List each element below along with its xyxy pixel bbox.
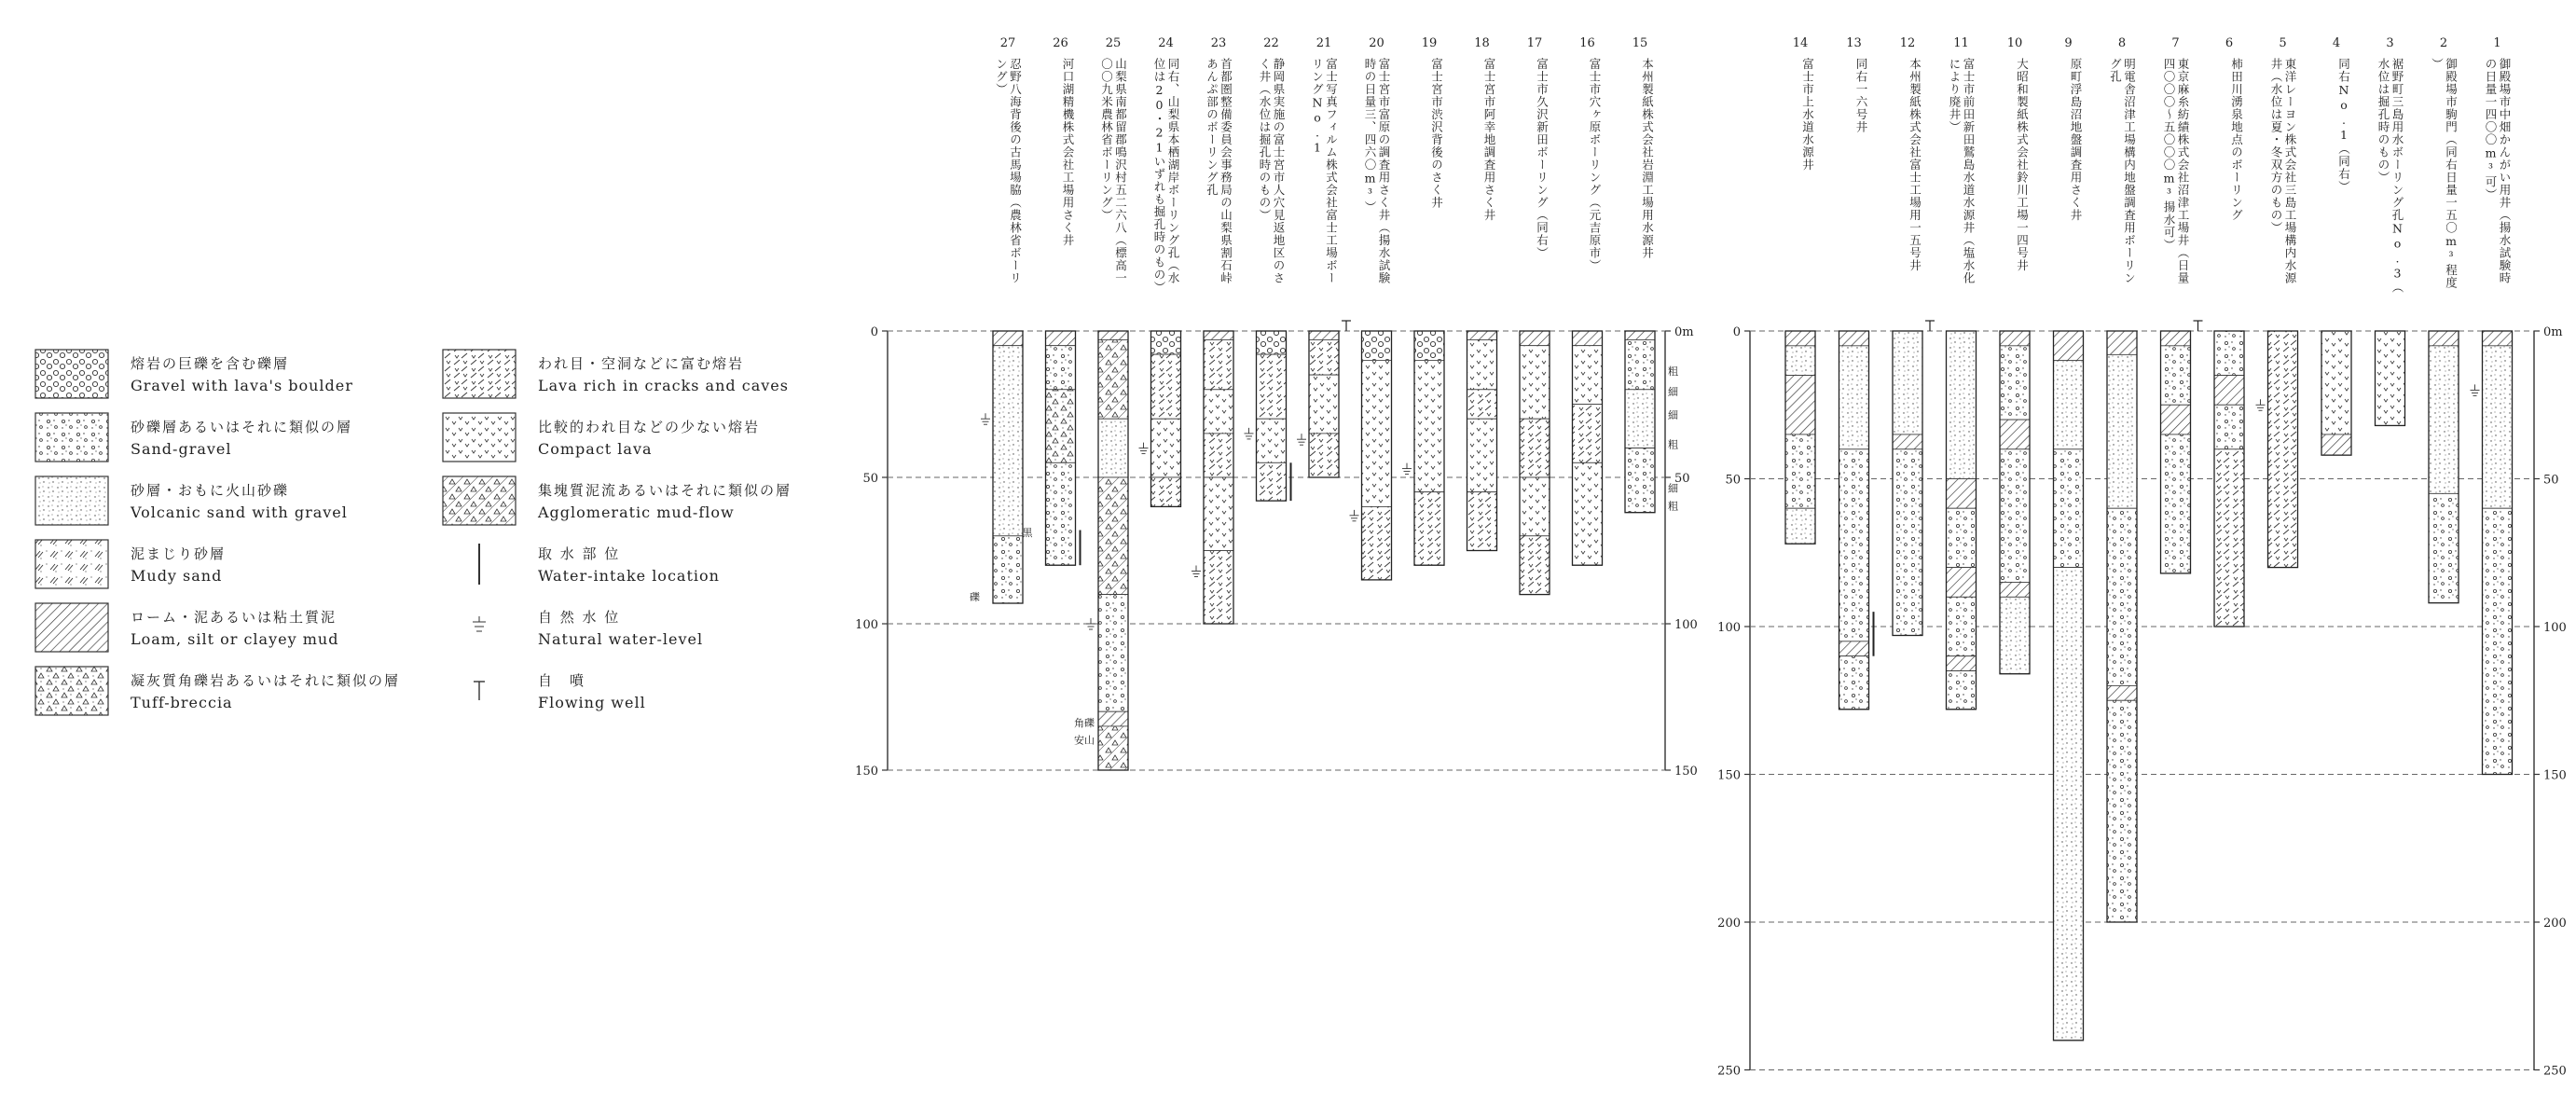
boring-column-26 xyxy=(1023,36,1081,565)
column-number: 12 xyxy=(1899,36,1916,50)
column-number: 19 xyxy=(1421,36,1438,50)
depth-tick-label: 100 xyxy=(1717,621,1741,635)
legend-label-en: Volcanic sand with gravel xyxy=(131,503,348,521)
panel-right xyxy=(1717,36,2567,1079)
boring-column-20 xyxy=(1350,36,1392,580)
layer-tb xyxy=(1046,390,1076,463)
legend-item-flowing-well xyxy=(474,672,646,711)
layer-vs xyxy=(993,346,1023,536)
legend-label-jp: 泥まじり砂層 xyxy=(131,545,227,562)
boring-column-19 xyxy=(1402,36,1444,565)
boring-column-18 xyxy=(1467,36,1497,551)
layer-sg xyxy=(2214,331,2244,376)
layer-cl xyxy=(1204,390,1233,434)
column-number: 1 xyxy=(2493,36,2501,50)
column-number: 4 xyxy=(2332,36,2341,50)
column-number: 14 xyxy=(1792,36,1809,50)
column-number: 24 xyxy=(1158,36,1174,50)
legend-swatch-gravel-boulder xyxy=(35,350,108,398)
layer-lo xyxy=(2000,420,2030,449)
boring-column-5 xyxy=(2256,36,2298,568)
column-number: 6 xyxy=(2225,36,2234,50)
column-label: く井（水位は掘孔時のもの） xyxy=(1258,58,1272,222)
layer-sg xyxy=(2161,434,2191,573)
column-note: 細 xyxy=(1668,386,1678,399)
layer-sg xyxy=(2054,449,2084,568)
boring-column-8 xyxy=(2107,36,2137,922)
layer-lo xyxy=(1947,479,1977,509)
boring-column-10 xyxy=(2000,36,2030,674)
layer-lc xyxy=(1151,354,1181,419)
column-label: 御殿場市駒門（同右日量一五〇m³程度 xyxy=(2444,58,2459,289)
column-label: 大昭和製紙株式会社鈴川工場一四号井 xyxy=(2015,58,2030,272)
column-label: 原町浮島沼地盤調査用さく井 xyxy=(2069,58,2083,222)
column-label: 同右一六号井 xyxy=(1854,58,1868,133)
column-label: 明電舎沼津工場構内地盤調査用ボーリン xyxy=(2122,58,2137,284)
column-label: の日量一四〇〇m³可） xyxy=(2484,58,2498,201)
depth-tick-label: 100 xyxy=(1674,618,1698,632)
legend-label-en: Flowing well xyxy=(538,694,646,711)
layer-lo xyxy=(2429,331,2459,346)
layer-sg xyxy=(1839,449,1869,641)
layer-lo xyxy=(1309,331,1339,339)
layer-vs xyxy=(1625,390,1655,448)
layer-lo xyxy=(2107,331,2137,354)
column-label: 河口湖精機株式会社工場用さく井 xyxy=(1061,58,1075,247)
layer-cl xyxy=(1309,375,1339,434)
column-label: 首都圏整備委員会事務局の山梨県割石峠 xyxy=(1219,58,1233,284)
layer-vs xyxy=(2107,354,2137,508)
layer-sg xyxy=(1839,656,1869,710)
legend-swatch-tuff xyxy=(35,667,108,715)
legend-label-en: Water-intake location xyxy=(538,567,720,585)
column-number: 2 xyxy=(2439,36,2448,50)
legend-item-lava-cracks xyxy=(443,350,789,398)
column-label: 富士市前田新田鷲島水道水源井（塩水化 xyxy=(1962,58,1976,284)
layer-sg xyxy=(2429,493,2459,602)
column-label: により廃井） xyxy=(1948,58,1962,133)
legend-item-agglomeratic xyxy=(443,476,792,525)
layer-sg xyxy=(1785,434,1815,508)
legend-label-en: Compact lava xyxy=(538,440,653,458)
column-label: 富士市久沢新田ボーリング（同右） xyxy=(1535,58,1550,259)
legend-swatch-lava-cracks xyxy=(443,350,516,398)
legend-label-jp: 比較的われ目などの少ない熔岩 xyxy=(538,419,761,435)
layer-am xyxy=(1098,339,1128,419)
column-label: 静岡県実施の富士宮市人穴見返地区のさ xyxy=(1272,58,1286,284)
layer-vs xyxy=(2429,346,2459,493)
column-label: リングNo.1 xyxy=(1310,58,1325,156)
column-number: 22 xyxy=(1263,36,1279,50)
layer-vs xyxy=(2483,346,2513,508)
layer-vs xyxy=(1947,331,1977,479)
layer-sg xyxy=(1947,671,1977,710)
layer-sg xyxy=(2000,449,2030,583)
legend-label-jp: ローム・泥あるいは粘土質泥 xyxy=(131,609,337,626)
layer-lo xyxy=(2000,331,2030,346)
legend-label-en: Gravel with lava's boulder xyxy=(131,377,353,394)
boring-column-22 xyxy=(1245,36,1291,501)
legend-item-compact-lava xyxy=(443,413,760,462)
depth-tick-label: 50 xyxy=(2543,473,2559,488)
legend-label-jp: 熔岩の巨礫を含む礫層 xyxy=(131,355,290,372)
column-label: グ孔 xyxy=(2108,58,2123,83)
depth-tick-label: 250 xyxy=(2543,1064,2567,1079)
depth-tick-label: 200 xyxy=(1717,917,1741,931)
boring-column-3 xyxy=(2376,36,2405,425)
layer-lc xyxy=(2268,331,2298,568)
layer-sg xyxy=(2161,346,2191,405)
column-label: 〇〇九米農林省ボーリング） xyxy=(1099,58,1114,222)
legend-swatch-compact-lava xyxy=(443,413,516,462)
layer-lo xyxy=(2054,331,2084,361)
column-note: 礫 xyxy=(970,590,980,603)
legend-swatch-volcanic-sand xyxy=(35,476,108,525)
layer-lo xyxy=(2321,434,2351,455)
column-number: 13 xyxy=(1846,36,1862,50)
column-label: 裾野町三島用水ボーリング孔No.3（ xyxy=(2390,58,2404,294)
column-label: 同右、山梨県本栖湖岸ボーリング孔（水 xyxy=(1166,58,1180,284)
layer-sg xyxy=(2107,508,2137,685)
layer-cl xyxy=(1414,360,1444,491)
depth-tick-label: 0m xyxy=(1674,325,1694,339)
boring-columns xyxy=(855,36,2567,1079)
column-label: 水位は掘孔時のもの） xyxy=(2376,58,2390,184)
column-label: 忍野八海背後の古馬場脇（農林省ボーリ xyxy=(1008,58,1023,284)
layer-sg xyxy=(2483,508,2513,774)
depth-tick-label: 150 xyxy=(1717,768,1741,783)
boring-column-1 xyxy=(2471,36,2513,775)
layer-vs xyxy=(1785,508,1815,544)
column-label: 本州製紙株式会社岩淵工場用水源井 xyxy=(1640,58,1655,259)
column-label: 井（水位は夏・冬双方のもの） xyxy=(2269,58,2283,234)
layer-sg xyxy=(1046,346,1076,390)
legend-label-en: Mudy sand xyxy=(131,567,223,585)
layer-lo xyxy=(1098,331,1128,339)
boring-column-7 xyxy=(2161,36,2203,573)
depth-tick-label: 50 xyxy=(1725,473,1741,488)
layer-vs xyxy=(2054,568,2084,1041)
legend-item-sand-gravel xyxy=(35,413,352,462)
panel-left xyxy=(855,36,1698,779)
column-label: 柿田川湧泉地点のボーリング xyxy=(2229,58,2244,222)
boring-column-27 xyxy=(970,36,1023,603)
layer-lo xyxy=(993,331,1023,346)
boring-column-6 xyxy=(2214,36,2244,627)
layer-lc xyxy=(1573,405,1603,463)
legend xyxy=(35,350,792,715)
boring-column-25 xyxy=(1074,36,1128,770)
column-note: 細 xyxy=(1668,482,1678,495)
column-number: 3 xyxy=(2386,36,2394,50)
legend-item-volcanic-sand xyxy=(35,476,348,525)
layer-sg xyxy=(1947,597,1977,655)
layer-lc xyxy=(1414,492,1444,566)
layer-lc xyxy=(1309,339,1339,375)
legend-label-jp: われ目・空洞などに富む熔岩 xyxy=(538,355,745,372)
layer-vs xyxy=(1098,419,1128,477)
layer-lc xyxy=(1520,419,1550,477)
column-number: 9 xyxy=(2064,36,2073,50)
layer-sg xyxy=(1625,339,1655,389)
legend-label-jp: 自 噴 xyxy=(538,672,586,689)
column-label: 本州製紙株式会社富士工場用一五号井 xyxy=(1908,58,1922,272)
depth-tick-label: 100 xyxy=(2543,621,2567,635)
layer-vs xyxy=(1893,331,1922,434)
column-number: 20 xyxy=(1369,36,1384,50)
layer-cl xyxy=(1151,419,1181,477)
column-note: 安山 xyxy=(1074,734,1095,747)
column-number: 27 xyxy=(999,36,1016,50)
layer-lc xyxy=(1520,536,1550,595)
layer-lo xyxy=(2000,582,2030,597)
boring-column-4 xyxy=(2321,36,2351,455)
column-label: あんぷ部のボーリング孔 xyxy=(1205,58,1219,197)
column-label: 富士宮市渋沢背後のさく井 xyxy=(1429,58,1444,209)
layer-lc xyxy=(1467,390,1497,419)
layer-sg xyxy=(1046,462,1076,565)
legend-item-loam xyxy=(35,603,338,652)
column-label: 富士宮市阿幸地調査用さく井 xyxy=(1482,58,1496,222)
legend-label-jp: 集塊質泥流あるいはそれに類似の層 xyxy=(538,482,792,499)
layer-lo xyxy=(1625,331,1655,339)
layer-sg xyxy=(1098,595,1128,712)
column-number: 7 xyxy=(2171,36,2180,50)
column-note: 細 xyxy=(1668,409,1678,422)
depth-tick-label: 50 xyxy=(862,472,878,486)
layer-sg xyxy=(1947,508,1977,567)
column-label: 山梨県南都留郡鳴沢村五二六八（標高一 xyxy=(1113,58,1128,284)
legend-label-jp: 凝灰質角礫岩あるいはそれに類似の層 xyxy=(131,672,401,689)
layer-lc xyxy=(1204,339,1233,389)
layer-sg xyxy=(1625,448,1655,513)
column-note: 粗 xyxy=(1668,438,1678,451)
layer-lo xyxy=(2214,376,2244,406)
layer-gb xyxy=(1414,331,1444,360)
layer-cl xyxy=(1362,360,1392,506)
layer-cl xyxy=(1467,339,1497,389)
layer-lc xyxy=(1204,434,1233,477)
layer-vs xyxy=(1785,346,1815,376)
layer-sg xyxy=(2000,346,2030,420)
column-label: 東京麻糸紡績株式会社沼津工場井（日量 xyxy=(2176,58,2190,284)
layer-lo xyxy=(2161,405,2191,434)
column-number: 10 xyxy=(2006,36,2023,50)
column-number: 18 xyxy=(1474,36,1490,50)
column-label: ） xyxy=(2430,58,2445,71)
layer-gb xyxy=(1151,331,1181,354)
legend-label-en: Agglomeratic mud-flow xyxy=(538,503,735,521)
depth-tick-label: 200 xyxy=(2543,917,2567,931)
column-label: 同右No.1（同右） xyxy=(2336,58,2351,193)
layer-lo xyxy=(1573,331,1603,346)
layer-lo xyxy=(1046,331,1076,346)
legend-label-jp: 自 然 水 位 xyxy=(538,609,621,626)
depth-tick-label: 150 xyxy=(2543,768,2567,783)
legend-label-en: Loam, silt or clayey mud xyxy=(131,630,339,648)
column-number: 15 xyxy=(1632,36,1648,50)
column-number: 5 xyxy=(2279,36,2287,50)
column-label: 四〇〇〇〜五〇〇〇m³揚水可） xyxy=(2162,58,2176,252)
column-number: 8 xyxy=(2117,36,2127,50)
layer-gb xyxy=(1362,331,1392,360)
column-number: 17 xyxy=(1526,36,1543,50)
legend-label-en: Sand-gravel xyxy=(131,440,232,458)
layer-lo xyxy=(1893,434,1922,449)
column-note: 粗 xyxy=(1668,500,1678,513)
column-label: ング） xyxy=(994,58,1009,96)
boring-column-14 xyxy=(1785,36,1815,544)
depth-tick-label: 100 xyxy=(855,618,878,632)
legend-label-en: Lava rich in cracks and caves xyxy=(538,377,789,394)
column-note: 角礫 xyxy=(1074,716,1095,729)
layer-lc xyxy=(2214,449,2244,627)
column-note: 粗 xyxy=(1668,365,1678,379)
layer-cl xyxy=(2376,331,2405,425)
legend-item-gravel-boulder xyxy=(35,350,353,398)
layer-lo xyxy=(1839,331,1869,346)
legend-label-jp: 砂層・おもに火山砂礫 xyxy=(131,482,290,499)
column-number: 11 xyxy=(1953,36,1969,50)
legend-label-en: Natural water-level xyxy=(538,630,704,648)
layer-lo xyxy=(1467,331,1497,339)
layer-sg xyxy=(1893,449,1922,636)
layer-lo xyxy=(2483,331,2513,346)
layer-cl xyxy=(1204,477,1233,551)
layer-lc xyxy=(1151,477,1181,506)
column-number: 25 xyxy=(1105,36,1122,50)
legend-label-en: Tuff-breccia xyxy=(131,694,233,711)
layer-lo xyxy=(1947,656,1977,671)
layer-am xyxy=(1098,726,1128,770)
depth-tick-label: 50 xyxy=(1674,472,1690,486)
column-note: 黒 xyxy=(1022,526,1033,539)
layer-lo xyxy=(1785,331,1815,346)
boring-column-9 xyxy=(2054,36,2084,1041)
legend-item-mudy-sand xyxy=(35,540,226,588)
legend-swatch-loam xyxy=(35,603,108,652)
layer-lo xyxy=(1785,376,1815,434)
column-number: 23 xyxy=(1210,36,1227,50)
layer-lo xyxy=(1204,331,1233,339)
layer-lc xyxy=(1257,462,1287,501)
column-label: 位は20・21いずれも掘孔時のもの） xyxy=(1152,58,1166,294)
layer-cl xyxy=(1520,346,1550,420)
depth-tick-label: 150 xyxy=(1674,765,1698,779)
layer-lc xyxy=(1257,354,1287,419)
layer-vs xyxy=(1839,346,1869,449)
column-label: 富士市上水道水源井 xyxy=(1800,58,1815,172)
boring-column-17 xyxy=(1520,36,1550,595)
depth-tick-label: 250 xyxy=(1717,1064,1741,1079)
boring-column-23 xyxy=(1192,36,1233,624)
layer-lo xyxy=(2107,685,2137,700)
legend-item-natural-water xyxy=(473,609,703,648)
layer-lc xyxy=(1467,492,1497,551)
column-number: 26 xyxy=(1053,36,1068,50)
layer-cl xyxy=(1520,477,1550,536)
layer-lc xyxy=(1204,551,1233,625)
layer-lc xyxy=(1309,434,1339,477)
boring-column-16 xyxy=(1573,36,1603,565)
boring-column-21 xyxy=(1297,36,1351,477)
boring-column-11 xyxy=(1947,36,1977,710)
layer-sg xyxy=(2107,700,2137,922)
boring-column-24 xyxy=(1139,36,1181,506)
layer-sg xyxy=(993,536,1023,603)
layer-am xyxy=(1098,477,1128,595)
layer-lo xyxy=(1947,568,1977,598)
legend-swatch-mudy-sand xyxy=(35,540,108,588)
layer-sg xyxy=(2214,405,2244,449)
layer-lo xyxy=(2161,331,2191,346)
layer-vs xyxy=(2054,361,2084,449)
column-label: 東洋レーヨン株式会社三島工場構内水源 xyxy=(2283,58,2297,284)
depth-tick-label: 0m xyxy=(2543,325,2563,339)
boring-column-15 xyxy=(1625,36,1678,513)
depth-tick-label: 0 xyxy=(1732,325,1741,339)
boring-column-13 xyxy=(1839,36,1874,710)
legend-swatch-agglomeratic xyxy=(443,476,516,525)
layer-lo xyxy=(1839,641,1869,656)
column-label: 富士写真フィルム株式会社富士工場ボー xyxy=(1324,58,1339,284)
depth-tick-label: 150 xyxy=(855,765,878,779)
boring-column-2 xyxy=(2429,36,2459,603)
column-label: 富士市穴ヶ原ボーリング（元吉原市） xyxy=(1588,58,1602,272)
layer-gb xyxy=(1257,331,1287,354)
layer-cl xyxy=(1467,419,1497,492)
depth-tick-label: 0 xyxy=(870,325,878,339)
layer-lo xyxy=(1098,711,1128,726)
legend-label-jp: 砂礫層あるいはそれに類似の層 xyxy=(131,419,353,435)
column-number: 21 xyxy=(1316,36,1332,50)
column-label: 御殿場市中畑かんがい用井（揚水試験時 xyxy=(2498,58,2512,284)
legend-label-jp: 取 水 部 位 xyxy=(538,545,621,562)
column-label: 富士宮市富原の調査用さく井（揚水試験 xyxy=(1377,58,1391,284)
layer-lo xyxy=(1520,331,1550,346)
legend-item-water-intake xyxy=(479,544,720,585)
layer-cl xyxy=(1573,346,1603,405)
legend-item-tuff xyxy=(35,667,400,715)
legend-swatch-sand-gravel xyxy=(35,413,108,462)
layer-lc xyxy=(1362,506,1392,580)
column-label: 時の日量三、四六〇m³） xyxy=(1363,58,1377,214)
layer-cl xyxy=(1257,419,1287,462)
layer-vs xyxy=(2000,597,2030,673)
layer-cl xyxy=(2321,331,2351,434)
boring-column-12 xyxy=(1893,36,1935,636)
layer-cl xyxy=(1573,462,1603,565)
column-number: 16 xyxy=(1579,36,1595,50)
